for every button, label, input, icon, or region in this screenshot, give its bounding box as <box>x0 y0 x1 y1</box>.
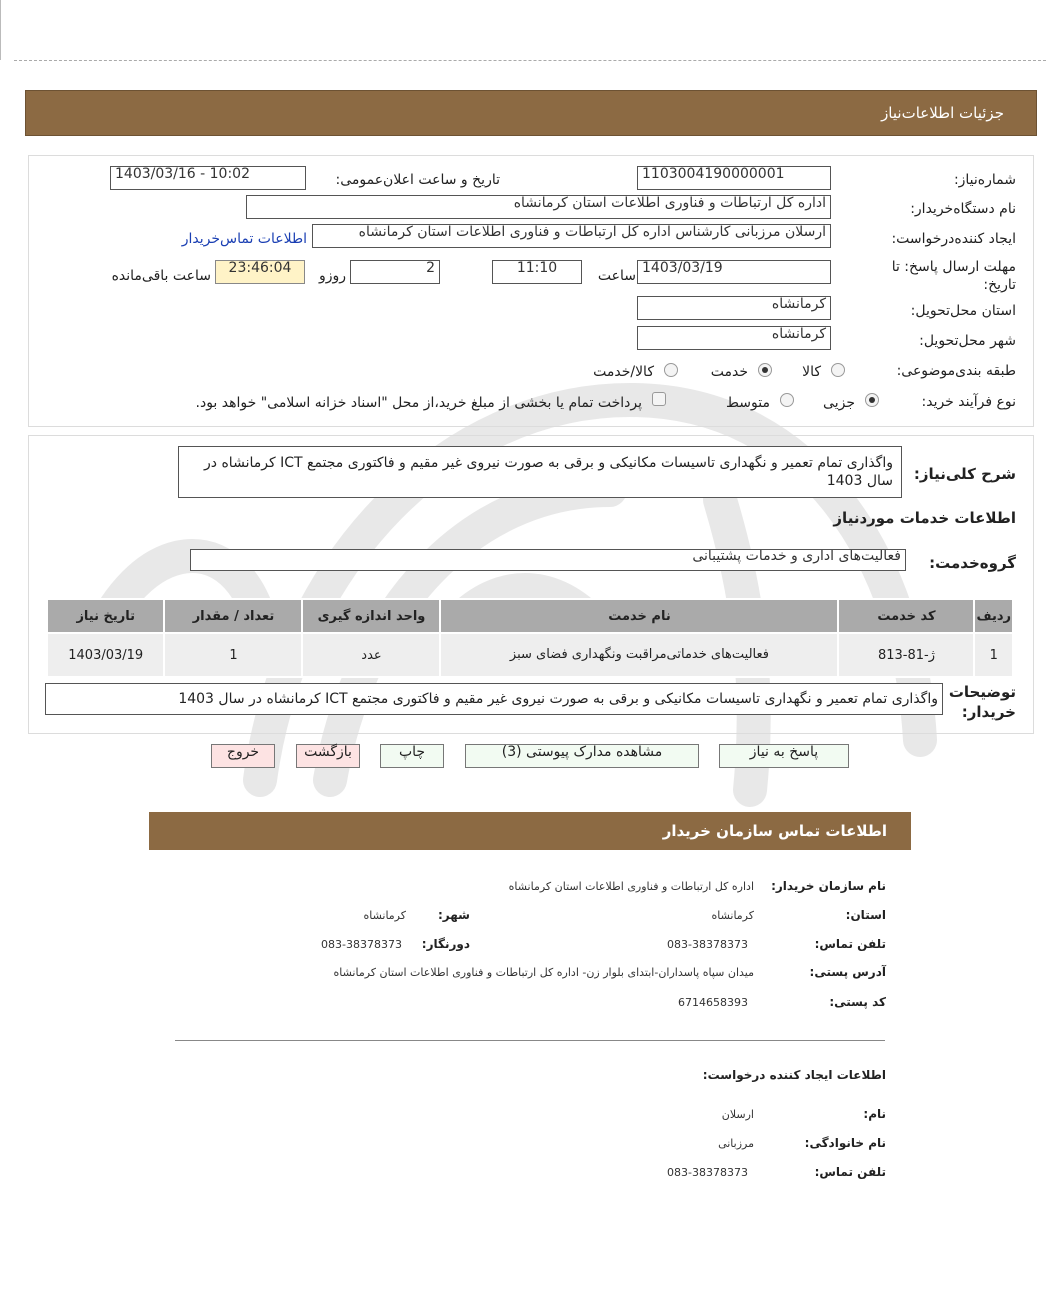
city-label: شهر محل‌تحویل: <box>919 333 1016 349</box>
contact-city-value: کرمانشاه <box>363 909 406 922</box>
exit-button[interactable]: خروج <box>211 744 275 768</box>
category-both-label: کالا/خدمت <box>593 364 654 380</box>
contact-postal-label: کد پستی: <box>829 995 886 1009</box>
need-number-field: 1103004190000001 <box>637 166 831 190</box>
deadline-time-label: ساعت <box>597 268 636 284</box>
contact-postal-value: 6714658393 <box>678 996 748 1009</box>
days-field: 2 <box>350 260 440 284</box>
view-documents-button[interactable]: مشاهده مدارک پیوستی (3) <box>465 744 699 768</box>
services-table <box>46 598 1014 678</box>
contact-org-label: نام سازمان خریدار: <box>771 879 886 893</box>
process-medium-label: متوسط <box>726 395 770 411</box>
page-title: جزئیات اطلاعات‌نیاز <box>881 104 1004 122</box>
creator-family-value: مرزبانی <box>718 1137 754 1150</box>
contact-org-value: اداره کل ارتباطات و فناوری اطلاعات استان کرمانشاه <box>508 880 754 893</box>
days-label: روزو <box>318 268 346 284</box>
cell-service-name <box>440 633 838 677</box>
th-need-date: تاریخ نیاز <box>47 599 164 633</box>
province-field: کرمانشاه <box>637 296 831 320</box>
table-row <box>47 633 1013 677</box>
service-group-label: گروه‌خدمت: <box>929 554 1016 572</box>
reply-button[interactable]: پاسخ به نیاز <box>719 744 849 768</box>
buyer-notes-label: توضیحات خریدار: <box>948 683 1016 721</box>
category-service-label: خدمت <box>710 364 748 380</box>
creator-info-title: اطلاعات ایجاد کننده درخواست: <box>702 1068 886 1082</box>
print-button[interactable]: چاپ <box>380 744 444 768</box>
category-label: طبقه بندی‌موضوعی: <box>896 363 1016 379</box>
service-name-text: فعالیت‌های خدماتی‌مراقبت ونگهداری فضای سبز <box>509 647 769 662</box>
back-button[interactable]: بازگشت <box>296 744 360 768</box>
creator-name-label: نام: <box>863 1107 886 1121</box>
buyer-org-label: نام دستگاه‌خریدار: <box>910 201 1016 217</box>
cell-need-date: 1403/03/19 <box>47 633 164 677</box>
category-both-radio[interactable] <box>664 363 678 377</box>
contact-fax-value: 083-38378373 <box>321 938 402 951</box>
th-row-number: ردیف <box>974 599 1013 633</box>
contact-province-value: کرمانشاه <box>711 909 754 922</box>
process-minor-radio[interactable] <box>865 393 879 407</box>
table-header-row <box>47 599 1013 633</box>
creator-phone-label: تلفن تماس: <box>814 1165 886 1179</box>
category-service-radio[interactable] <box>758 363 772 377</box>
remaining-time-badge: 23:46:04 <box>215 260 305 284</box>
contact-province-label: استان: <box>845 908 886 922</box>
category-goods-radio[interactable] <box>831 363 845 377</box>
summary-label: شرح کلی‌نیاز: <box>913 465 1016 483</box>
contact-title: اطلاعات تماس سازمان خریدار <box>662 822 887 840</box>
contact-address-label: آدرس پستی: <box>809 965 886 979</box>
need-number-label: شماره‌نیاز: <box>953 172 1016 188</box>
th-quantity: تعداد / مقدار <box>164 599 302 633</box>
process-minor-label: جزیی <box>823 395 855 411</box>
deadline-date-field: 1403/03/19 <box>637 260 831 284</box>
deadline-label: مهلت ارسال پاسخ: تا تاریخ: <box>891 259 1016 293</box>
deadline-time-field: 11:10 <box>492 260 582 284</box>
announce-field: 1403/03/16 - 10:02 <box>110 166 306 190</box>
contact-phone-label: تلفن تماس: <box>814 937 886 951</box>
contact-divider <box>175 1040 885 1041</box>
contact-header <box>149 812 911 850</box>
creator-label: ایجاد کننده‌درخواست: <box>891 231 1016 247</box>
remaining-label: ساعت باقی‌مانده <box>111 268 211 284</box>
service-group-field: فعالیت‌های اداری و خدمات پشتیبانی <box>190 549 906 571</box>
th-service-code: کد خدمت <box>838 599 974 633</box>
buyer-contact-link[interactable]: اطلاعات تماس‌خریدار <box>181 231 307 247</box>
process-label: نوع فرآیند خرید: <box>921 394 1016 410</box>
cell-unit: عدد <box>302 633 440 677</box>
buyer-notes-text: واگذاری تمام تعمیر و نگهداری تاسیسات مکانیکی و برقی به صورت نیروی غیر مقیم و فاکتوری مجتمع ICT کرمانشاه در سال 1403 <box>45 683 943 715</box>
buyer-org-field: اداره کل ارتباطات و فناوری اطلاعات استان کرمانشاه <box>246 195 831 219</box>
services-title: اطلاعات خدمات موردنیاز <box>833 509 1016 527</box>
process-medium-radio[interactable] <box>780 393 794 407</box>
creator-family-label: نام خانوادگی: <box>804 1136 886 1150</box>
th-service-name: نام خدمت <box>440 599 838 633</box>
announce-label: تاریخ و ساعت اعلان‌عمومی: <box>335 172 500 188</box>
creator-phone-value: 083-38378373 <box>667 1166 748 1179</box>
contact-fax-label: دورنگار: <box>421 937 470 951</box>
city-field: کرمانشاه <box>637 326 831 350</box>
summary-text: واگذاری تمام تعمیر و نگهداری تاسیسات مکانیکی و برقی به صورت نیروی غیر مقیم و فاکتوری مجتمع ICT کرمانشاه در سال 1403 <box>178 446 902 498</box>
left-border-line <box>0 0 1 60</box>
top-divider <box>14 60 1046 61</box>
province-label: استان محل‌تحویل: <box>910 303 1016 319</box>
treasury-payment-note: پرداخت تمام یا بخشی از مبلغ خرید،از محل "اسناد خزانه اسلامی" خواهد بود. <box>195 395 642 411</box>
creator-field: ارسلان مرزبانی کارشناس اداره کل ارتباطات و فناوری اطلاعات استان کرمانشاه <box>312 224 831 248</box>
th-unit: واحد اندازه گیری <box>302 599 440 633</box>
cell-row-number: 1 <box>974 633 1013 677</box>
creator-name-value: ارسلان <box>721 1108 754 1121</box>
category-goods-label: کالا <box>802 364 821 380</box>
contact-address-value: میدان سپاه پاسداران-ابتدای بلوار زن- اداره کل ارتباطات و فناوری اطلاعات استان کرمانشاه <box>333 966 754 979</box>
cell-service-code: ژ-81-813 <box>838 633 974 677</box>
cell-quantity: 1 <box>164 633 302 677</box>
contact-city-label: شهر: <box>438 908 470 922</box>
contact-phone-value: 083-38378373 <box>667 938 748 951</box>
treasury-payment-checkbox[interactable] <box>652 392 666 406</box>
page-header <box>25 90 1037 136</box>
